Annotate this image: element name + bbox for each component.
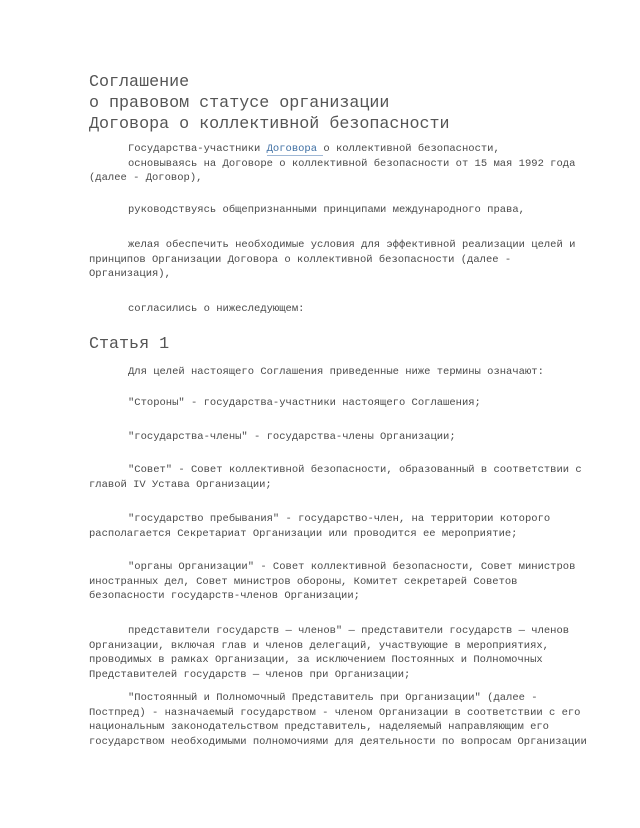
paragraph-line: желая обеспечить необходимые условия для эффективной реализации целей и	[128, 239, 576, 251]
preamble-text: о коллективной безопасности,	[323, 143, 500, 155]
paragraph-line: государством необходимыми полномочиями для деятельности по вопросам Организации	[89, 735, 587, 748]
paragraph-line: "государства-члены" - государства-члены Организации;	[128, 431, 456, 443]
article-paragraph	[89, 560, 609, 604]
paragraph-line: "Совет" - Совет коллективной безопасности, образованный в соответствии с	[128, 464, 582, 476]
paragraph-line: "Стороны" - государства-участники настоящего Соглашения;	[128, 397, 481, 409]
paragraph-line: проводимых в рамках Организации, за исключением Постоянных и Полномочных	[89, 654, 543, 667]
article-paragraph	[89, 396, 609, 411]
paragraph-line: располагается Секретариат Организации или проводится ее мероприятие;	[89, 527, 518, 540]
paragraph	[89, 203, 609, 218]
paragraph-line: Для целей настоящего Соглашения приведенные ниже термины означают:	[128, 366, 544, 378]
article-paragraph	[89, 365, 609, 380]
paragraph-line: иностранных дел, Совет министров обороны, Комитет секретарей Советов	[89, 575, 518, 588]
paragraph-line: Представителей государств — членов при Организации;	[89, 668, 411, 681]
paragraph-line: безопасности государств-членов Организации;	[89, 590, 360, 603]
document-title-line-1: Соглашение	[89, 73, 190, 92]
paragraph-line: Организация),	[89, 268, 171, 281]
preamble-line: основываясь на Договоре о коллективной безопасности от 15 мая 1992 года	[128, 157, 576, 170]
paragraph-line: представители государств — членов" — представители государств — членов	[128, 625, 570, 637]
treaty-link[interactable]: Договора	[266, 143, 324, 155]
paragraph	[89, 302, 609, 317]
paragraph-line: принципов Организации Договора о коллективной безопасности (далее -	[89, 253, 512, 266]
document-title-line-2: о правовом статусе организации	[89, 94, 390, 113]
article-paragraph	[89, 430, 609, 445]
article-paragraph	[89, 463, 609, 492]
paragraph-line: "органы Организации" - Совет коллективной безопасности, Совет министров	[128, 561, 576, 573]
article-paragraph	[89, 512, 609, 541]
preamble-line	[89, 142, 609, 157]
article-paragraph	[89, 691, 609, 749]
article-heading: Статья 1	[89, 335, 170, 354]
paragraph-line: Организации, включая глав и членов делегаций, участвующие в мероприятиях,	[89, 639, 549, 652]
preamble	[89, 142, 609, 186]
document-title-line-3: Договора о коллективной безопасности	[89, 115, 450, 134]
paragraph-line: "Постоянный и Полномочный Представитель при Организации" (далее -	[128, 692, 538, 704]
paragraph-line: главой IV Устава Организации;	[89, 478, 272, 491]
paragraph	[89, 238, 609, 282]
preamble-line: (далее - Договор),	[89, 172, 203, 185]
paragraph-line: согласились о нижеследующем:	[128, 303, 305, 315]
article-paragraph	[89, 624, 609, 682]
paragraph-line: национальным законодательством представитель, наделяемый направляющим его	[89, 721, 549, 734]
paragraph-line: Постпред) - назначаемый государством - членом Организации в соответствии с его	[89, 706, 581, 719]
paragraph-line: руководствуясь общепризнанными принципами международного права,	[128, 204, 525, 216]
preamble-text: Государства-участники	[128, 143, 267, 155]
paragraph-line: "государство пребывания" - государство-член, на территории которого	[128, 513, 551, 525]
